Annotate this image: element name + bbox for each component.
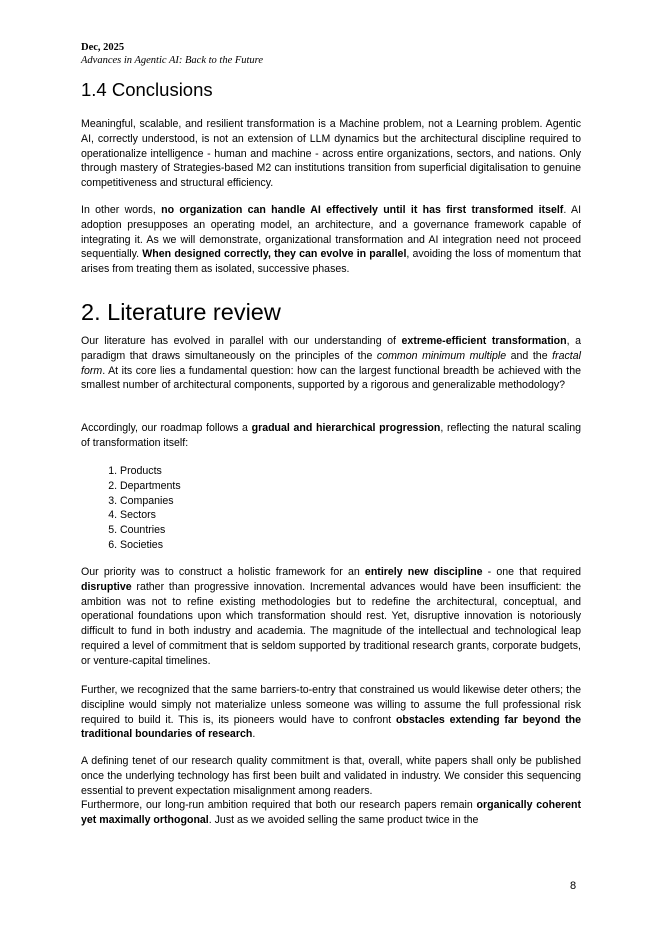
text-run: . bbox=[252, 728, 256, 741]
text-run: . AI adoption presupposes an operating model, an architecture, and a governance framework capable of integrating it. As we will demonstrate, organizational transformation and AI integration need not proceed sequentially. bbox=[81, 204, 582, 261]
bold-run: extreme-efficient transformation bbox=[401, 335, 567, 347]
text-run: Our literature has evolved in parallel with our understanding of bbox=[81, 335, 402, 347]
bold-run: organically coherent yet maximally orthogonal bbox=[81, 799, 582, 826]
list-item: 5. Countries bbox=[120, 523, 181, 538]
running-header bbox=[81, 41, 263, 67]
list-item: 4. Sectors bbox=[120, 508, 181, 523]
list-item: 2. Departments bbox=[120, 479, 181, 494]
text-run: - one that required bbox=[482, 566, 581, 578]
text-run: , avoiding the loss of momentum that arises from treating them as isolated, successive phases. bbox=[81, 248, 581, 276]
text-run: In other words, bbox=[81, 204, 162, 216]
text-run: , a paradigm that draws simultaneously on the principles of the bbox=[81, 335, 582, 362]
scaling-list bbox=[81, 464, 181, 553]
italic-run: fractal form bbox=[81, 349, 581, 377]
paragraph-text bbox=[81, 203, 581, 277]
text-run: . Just as we avoided selling the same product twice in the bbox=[208, 813, 479, 826]
bold-run: obstacles extending far beyond the traditional boundaries of research bbox=[81, 713, 582, 741]
paragraph-text bbox=[81, 565, 581, 669]
text-run: Furthermore, our long-run ambition required that both our research papers remain bbox=[81, 799, 477, 811]
list-item: 1. Products bbox=[120, 464, 181, 479]
bold-run: disruptive bbox=[81, 580, 132, 593]
conclusions-paragraph-1 bbox=[81, 117, 581, 191]
literature-paragraph-3 bbox=[81, 565, 581, 669]
paragraph-text bbox=[81, 798, 581, 828]
bold-run: no organization can handle AI effectively until it has first transformed itself bbox=[161, 204, 564, 216]
text-run: and the bbox=[506, 349, 553, 362]
text-run: Our priority was to construct a holistic framework for an bbox=[81, 566, 365, 578]
header-subtitle: Advances in Agentic AI: Back to the Future bbox=[81, 55, 264, 66]
literature-paragraph-4 bbox=[81, 683, 581, 742]
list-item: 6. Societies bbox=[120, 538, 181, 553]
literature-paragraph-5 bbox=[81, 754, 581, 798]
paragraph-text bbox=[81, 683, 581, 742]
text-run: rather than progressive innovation. Incremental advances would have been insufficient: the ambition was not to refine existing methodologies but to redefine the architectural, conceptual, and operational foundations upon which transformation should rest. Yet, disruptive innovation is notoriously difficult to fund in both industry and academia. The magnitude of the intellectual and technological leap required a level of commitment that is seldom supported by traditional research grants, corporate budgets, or venture-capital timelines. bbox=[81, 580, 581, 667]
bold-run: gradual and hierarchical progression bbox=[251, 422, 441, 434]
text-run: . At its core lies a fundamental question: how can the largest functional breadth be achieved with the smallest number of architectural components, supported by a rigorous and generalizable methodology? bbox=[81, 364, 581, 392]
paragraph-text: Meaningful, scalable, and resilient transformation is a Machine problem, not a Learning problem. Agentic AI, correctly understood, is not an extension of LLM dynamics but the architectural discipline required to operationalize intelligence - human and machine - across entire organizations, sectors, and nations. Only through mastery of Strategies-based M2 can institutions transition from superficial digitalisation to genuine competitiveness and structural efficiency. bbox=[81, 118, 581, 190]
text-run: Further, we recognized that the same barriers-to-entry that constrained us would likewise deter others; the discipline would simply not materialize unless someone was willing to assume the full professional risk required to build it. This is, its pioneers would have to confront bbox=[81, 684, 581, 726]
bold-run: When designed correctly, they can evolve in parallel bbox=[142, 248, 407, 261]
conclusions-paragraph-2 bbox=[81, 203, 581, 277]
list-item: 3. Companies bbox=[120, 494, 181, 509]
paragraph-text bbox=[81, 421, 581, 451]
literature-paragraph-2 bbox=[81, 421, 581, 451]
literature-paragraph-1 bbox=[81, 334, 581, 393]
header-date: Dec, 2025 bbox=[81, 42, 125, 53]
section-1-4-title: 1.4 Conclusions bbox=[81, 79, 213, 100]
bold-run: entirely new discipline bbox=[364, 566, 483, 578]
page-number: 8 bbox=[570, 880, 577, 892]
text-run: , reflecting the natural scaling of transformation itself: bbox=[81, 422, 582, 449]
literature-paragraph-6 bbox=[81, 798, 581, 828]
text-run: Accordingly, our roadmap follows a bbox=[81, 422, 252, 434]
paragraph-text bbox=[81, 334, 581, 393]
italic-run: common minimum multiple bbox=[376, 349, 507, 362]
section-2-title: 2. Literature review bbox=[81, 299, 281, 325]
paragraph-text: A defining tenet of our research quality commitment is that, overall, white papers shall only be published once the underlying technology has first been built and validated in industry. We consider this sequencing essential to prevent expectation misalignment among readers. bbox=[81, 755, 581, 797]
